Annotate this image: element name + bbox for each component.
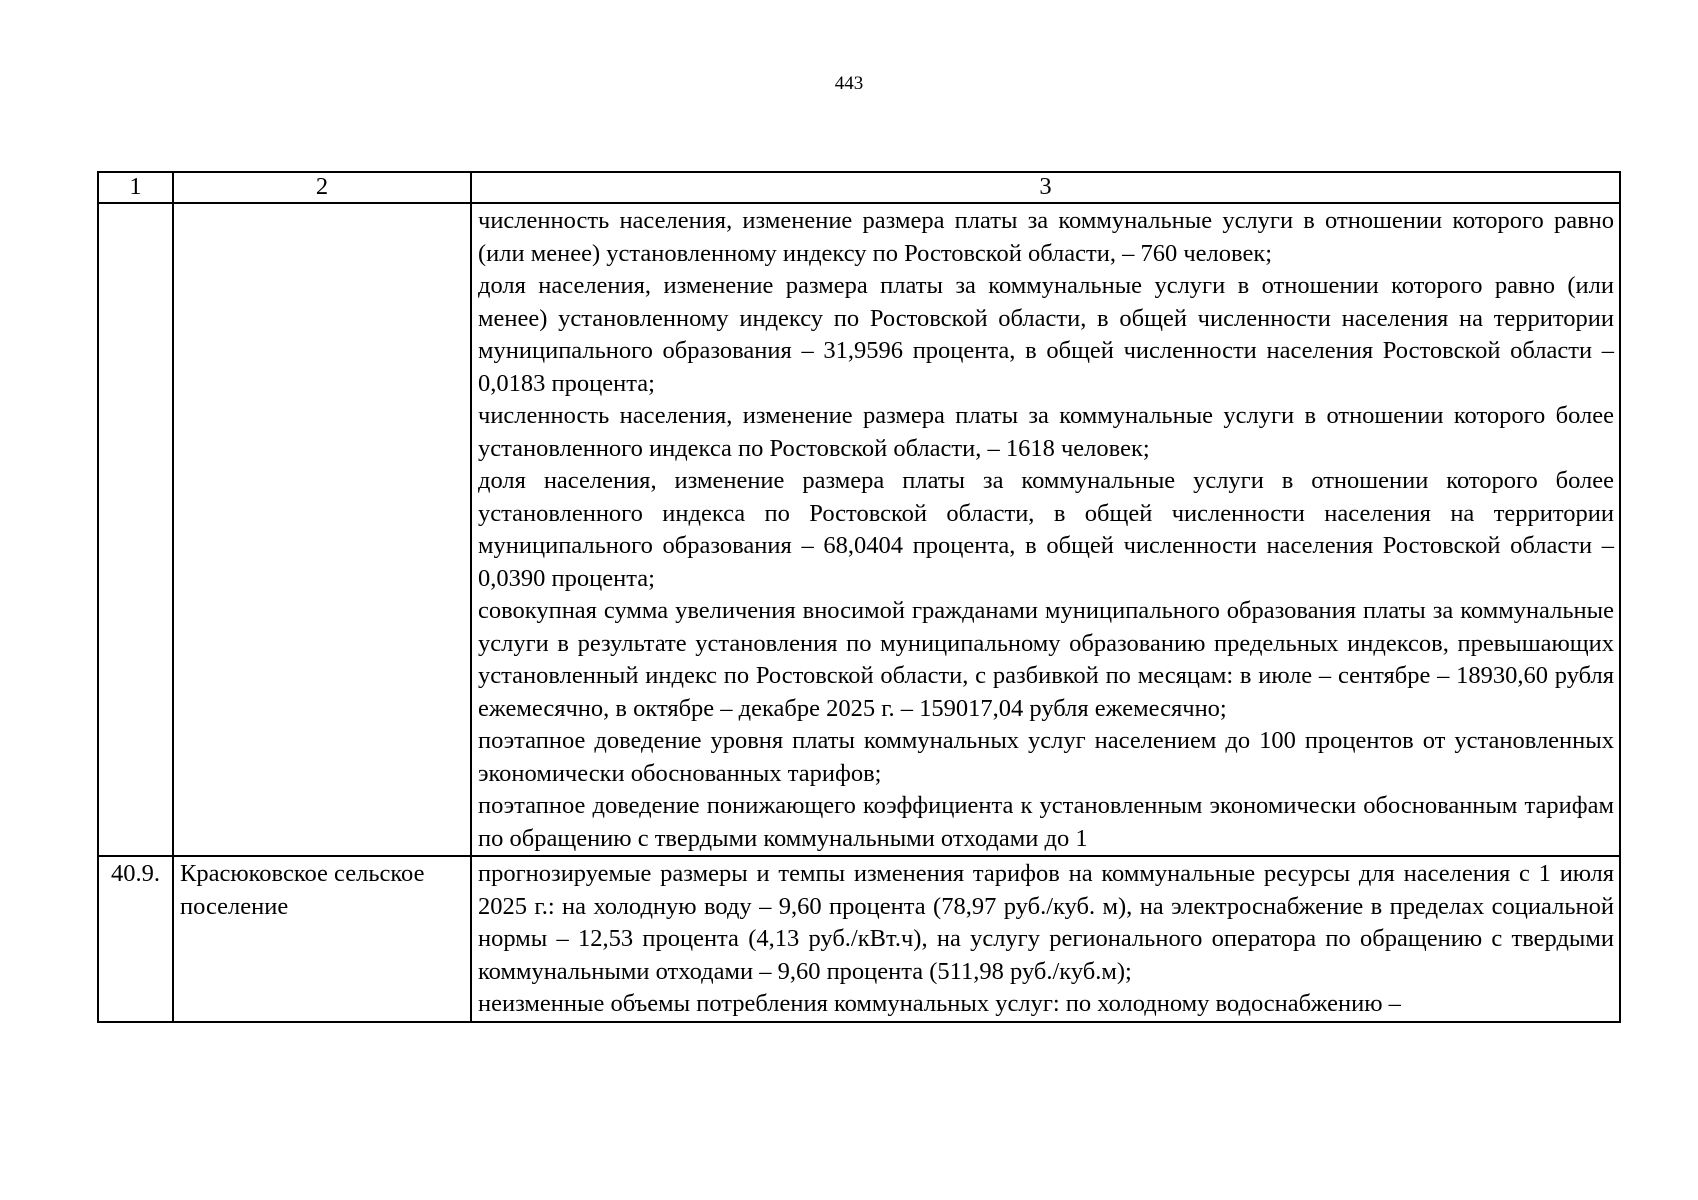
description-paragraph: поэтапное доведение уровня платы коммунальных услуг населением до 100 процентов от установленных экономически обоснованных тарифов; bbox=[478, 727, 1614, 787]
column-header-name: 2 bbox=[173, 172, 471, 203]
settlement-name: Красюковское сельское поселение bbox=[173, 856, 471, 1022]
description-paragraph: совокупная сумма увеличения вносимой гражданами муниципального образования платы за коммунальные услуги в результате установления по муниципальному образованию предельных индексов, превышающих установленный индекс по Ростовской области, с разбивкой по месяцам: в июле – сентябре – 18930,60 рубля ежемесячно, в октябре – декабре 2025 г. – 159017,04 рубля ежемесячно; bbox=[478, 597, 1614, 722]
column-header-number: 1 bbox=[98, 172, 173, 203]
description-paragraph: прогнозируемые размеры и темпы изменения тарифов на коммунальные ресурсы для населения с 1 июля 2025 г.: на холодную воду – 9,60 процента (78,97 руб./куб. м), на электроснабжение в пределах социальной нормы – 12,53 процента (4,13 руб./кВт.ч), на услугу регионального оператора по обращению с твердыми коммунальными отходами – 9,60 процента (511,98 руб./куб.м); bbox=[478, 860, 1614, 985]
description-paragraph: неизменные объемы потребления коммунальных услуг: по холодному водоснабжению – bbox=[478, 990, 1401, 1017]
description-paragraph: доля населения, изменение размера платы за коммунальные услуги в отношении которого равно (или менее) установленному индексу по Ростовской области, в общей численности населения на территории муниципального образования – 31,9596 процента, в общей численности населения Ростовской области – 0,0183 процента; bbox=[478, 272, 1614, 397]
settlement-name bbox=[173, 203, 471, 856]
row-number bbox=[98, 203, 173, 856]
description-paragraph: численность населения, изменение размера платы за коммунальные услуги в отношении которого более установленного индекса по Ростовской области, – 1618 человек; bbox=[478, 402, 1614, 462]
page-number: 443 bbox=[834, 73, 864, 94]
row-number: 40.9. bbox=[98, 856, 173, 1022]
row-description bbox=[471, 856, 1620, 1022]
data-table bbox=[97, 171, 1621, 1023]
table-header-row bbox=[98, 172, 1620, 203]
row-description bbox=[471, 203, 1620, 856]
column-header-description: 3 bbox=[471, 172, 1620, 203]
table-row bbox=[98, 856, 1620, 1022]
description-paragraph: численность населения, изменение размера платы за коммунальные услуги в отношении которого равно (или менее) установленному индексу по Ростовской области, – 760 человек; bbox=[478, 207, 1614, 267]
table-row bbox=[98, 203, 1620, 856]
description-paragraph: поэтапное доведение понижающего коэффициента к установленным экономически обоснованным тарифам по обращению с твердыми коммунальными отходами до 1 bbox=[478, 792, 1614, 852]
description-paragraph: доля населения, изменение размера платы за коммунальные услуги в отношении которого более установленного индекса по Ростовской области, в общей численности населения на территории муниципального образования – 68,0404 процента, в общей численности населения Ростовской области – 0,0390 процента; bbox=[478, 467, 1614, 592]
